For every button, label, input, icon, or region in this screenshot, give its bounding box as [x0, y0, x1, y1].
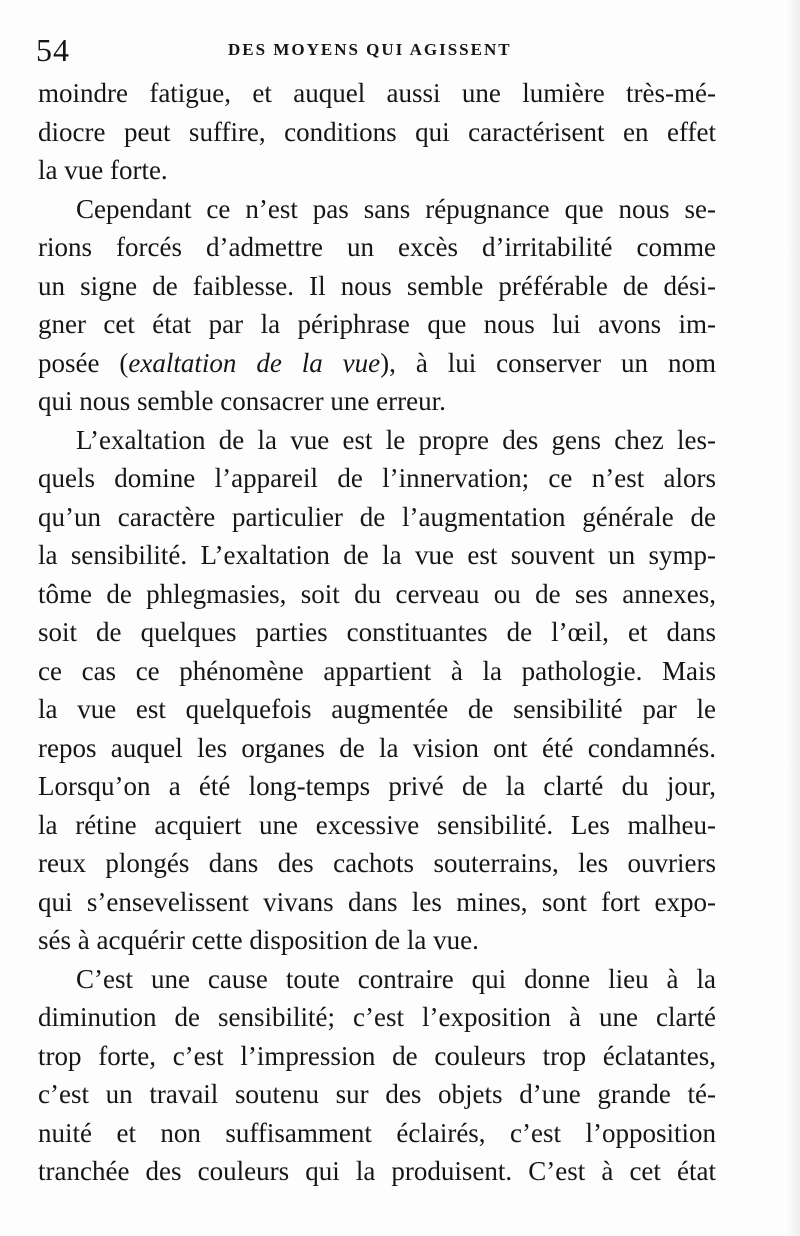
text-line: tranchée des couleurs qui la produisent. C’est à cet état [38, 1156, 716, 1186]
text-line-with-emphasis [38, 344, 716, 383]
text-line: qu’un caractère particulier de l’augmentation générale de [38, 501, 716, 532]
text-line: gner cet état par la périphrase que nous lui avons im- [38, 309, 716, 339]
body-text [38, 74, 716, 1191]
text-line: nuité et non suffisamment éclairés, c’est l’opposition [38, 1117, 716, 1148]
text-line: la vue forte. [38, 155, 168, 185]
text-line: qui nous semble consacrer une erreur. [38, 386, 446, 416]
text-line: sés à acquérir cette disposition de la vue. [38, 925, 479, 955]
text-line: C’est une cause toute contraire qui donne lieu à la [76, 963, 716, 994]
text-line: c’est un travail soutenu sur des objets d’une grande té- [38, 1079, 716, 1109]
text-line: diocre peut suffire, conditions qui caractérisent en effet [38, 116, 716, 147]
emphasized-phrase: exaltation de la vue [128, 347, 381, 378]
page-header [36, 30, 726, 70]
text-line: L’exaltation de la vue est le propre des gens chez les- [76, 424, 716, 455]
text-line: moindre fatigue, et auquel aussi une lumière très-mé- [38, 78, 716, 108]
running-head: DES MOYENS QUI AGISSENT [228, 40, 512, 59]
page-number: 54 [36, 32, 70, 68]
text-line: ce cas ce phénomène appartient à la pathologie. Mais [38, 655, 716, 686]
text-line: repos auquel les organes de la vision ont été condamnés. [38, 732, 716, 763]
text-line: qui s’ensevelissent vivans dans les mines, sont fort expo- [38, 886, 716, 917]
text-line: reux plongés dans des cachots souterrains, les ouvriers [38, 848, 716, 878]
text-segment: ), à lui conserver un nom [380, 347, 716, 378]
text-line: la sensibilité. L’exaltation de la vue est souvent un symp- [38, 540, 716, 570]
page-edge-shadow [786, 0, 800, 1236]
text-segment: posée ( [38, 347, 129, 378]
text-line: la rétine acquiert une excessive sensibilité. Les malheu- [38, 809, 716, 840]
text-line: quels domine l’appareil de l’innervation; ce n’est alors [38, 463, 716, 493]
text-line: Lorsqu’on a été long-temps privé de la clarté du jour, [38, 771, 716, 801]
text-line: Cependant ce n’est pas sans répugnance que nous se- [76, 193, 716, 224]
text-line: soit de quelques parties constituantes de l’œil, et dans [38, 617, 716, 647]
text-line: diminution de sensibilité; c’est l’exposition à une clarté [38, 1002, 716, 1032]
text-line: tôme de phlegmasies, soit du cerveau ou de ses annexes, [38, 578, 716, 609]
text-line: trop forte, c’est l’impression de couleurs trop éclatantes, [38, 1040, 716, 1071]
text-line: un signe de faiblesse. Il nous semble préférable de dési- [38, 270, 716, 301]
text-line: la vue est quelquefois augmentée de sensibilité par le [38, 694, 716, 724]
text-line: rions forcés d’admettre un excès d’irritabilité comme [38, 232, 716, 262]
